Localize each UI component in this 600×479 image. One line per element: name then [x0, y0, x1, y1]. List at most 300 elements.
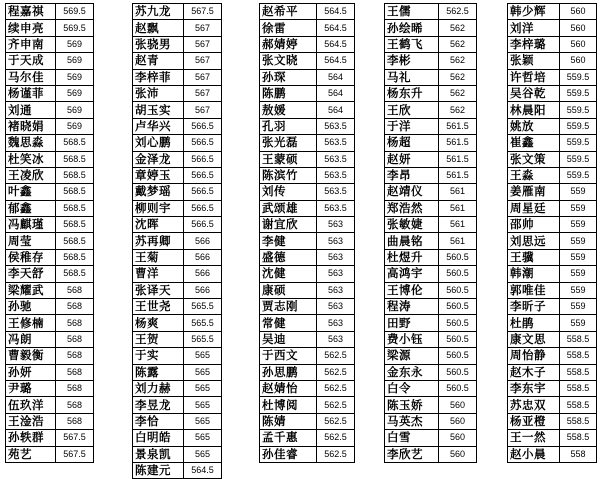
student-name: 陈露: [133, 364, 184, 380]
table-row: [385, 135, 477, 151]
student-score: 567: [184, 53, 222, 69]
student-score: 560: [560, 4, 597, 20]
student-name: 张颖: [508, 53, 560, 69]
table-row: [385, 217, 477, 233]
student-name: 李健: [260, 233, 317, 249]
student-name: 许哲培: [508, 69, 560, 85]
student-score: 559: [560, 233, 597, 249]
student-name: 苑艺: [6, 446, 56, 462]
student-score: 558.5: [560, 380, 597, 396]
student-name: 李梓璐: [508, 36, 560, 52]
table-row: [508, 299, 597, 315]
student-score: 564.5: [317, 36, 355, 52]
student-score: 568: [56, 413, 94, 429]
table-row: [508, 380, 597, 396]
student-score: 569: [56, 36, 94, 52]
table-row: [385, 299, 477, 315]
student-name: 田野: [385, 315, 439, 331]
student-score: 568.5: [56, 151, 94, 167]
score-column-4: [384, 3, 477, 463]
student-score: 565.5: [184, 315, 222, 331]
table-row: [385, 348, 477, 364]
student-name: 李天舒: [6, 266, 56, 282]
student-name: 魏思淼: [6, 135, 56, 151]
table-row: [6, 135, 94, 151]
student-name: 谢宜欣: [260, 217, 317, 233]
student-score: 565: [184, 397, 222, 413]
student-score: 566.5: [184, 217, 222, 233]
table-row: [508, 36, 597, 52]
table-row: [133, 413, 222, 429]
student-score: 567: [184, 36, 222, 52]
student-score: 569: [56, 69, 94, 85]
student-score: 560.5: [439, 249, 477, 265]
student-score: 561.5: [439, 135, 477, 151]
table-row: [385, 20, 477, 36]
table-row: [6, 299, 94, 315]
table-row: [6, 413, 94, 429]
table-row: [385, 102, 477, 118]
student-score: 562.5: [317, 364, 355, 380]
table-row: [6, 36, 94, 52]
student-name: 马尔佳: [6, 69, 56, 85]
student-name: 杜博阅: [260, 397, 317, 413]
student-name: 杜鹃: [508, 315, 560, 331]
student-score: 566.5: [184, 200, 222, 216]
student-name: 李彬: [385, 53, 439, 69]
student-score: 567.5: [56, 430, 94, 446]
student-score: 559.5: [560, 135, 597, 151]
student-score: 563: [317, 217, 355, 233]
table-row: [508, 233, 597, 249]
student-score: 563: [317, 249, 355, 265]
table-row: [508, 397, 597, 413]
student-name: 孙思鹏: [260, 364, 317, 380]
student-name: 苏再卿: [133, 233, 184, 249]
table-row: [508, 200, 597, 216]
table-row: [133, 348, 222, 364]
student-name: 王蒙硕: [260, 151, 317, 167]
student-name: 张敏婕: [385, 217, 439, 233]
student-name: 刘洋: [508, 20, 560, 36]
student-name: 郑浩然: [385, 200, 439, 216]
student-score: 568: [56, 397, 94, 413]
student-score: 562.5: [317, 380, 355, 396]
table-row: [6, 348, 94, 364]
student-score: 560.5: [439, 380, 477, 396]
student-name: 卢华兴: [133, 118, 184, 134]
table-row: [385, 446, 477, 462]
table-row: [508, 282, 597, 298]
student-score: 561: [439, 233, 477, 249]
table-row: [133, 20, 222, 36]
student-score: 568.5: [56, 135, 94, 151]
table-row: [6, 282, 94, 298]
student-name: 周怡静: [508, 348, 560, 364]
student-name: 郝婧婷: [260, 36, 317, 52]
table-row: [385, 315, 477, 331]
table-row: [260, 200, 355, 216]
student-name: 贾志刚: [260, 299, 317, 315]
student-name: 吴迪: [260, 331, 317, 347]
student-score: 562: [439, 102, 477, 118]
student-score: 560: [439, 446, 477, 462]
student-name: 高鸿宇: [385, 266, 439, 282]
student-name: 王一然: [508, 430, 560, 446]
table-row: [385, 397, 477, 413]
student-score: 562.5: [317, 348, 355, 364]
table-row: [385, 69, 477, 85]
student-score: 564: [317, 69, 355, 85]
student-name: 李梓菲: [133, 69, 184, 85]
table-row: [260, 233, 355, 249]
table-row: [133, 69, 222, 85]
table-row: [6, 364, 94, 380]
student-score: 563: [317, 282, 355, 298]
student-score: 560: [439, 430, 477, 446]
table-row: [6, 233, 94, 249]
table-row: [133, 184, 222, 200]
student-score: 566: [184, 249, 222, 265]
student-name: 曹毅衡: [6, 348, 56, 364]
student-score: 567.5: [184, 4, 222, 20]
student-score: 565: [184, 364, 222, 380]
table-row: [6, 249, 94, 265]
table-row: [385, 36, 477, 52]
student-name: 马礼: [385, 69, 439, 85]
table-row: [508, 135, 597, 151]
table-row: [6, 331, 94, 347]
student-name: 张沛: [133, 85, 184, 101]
table-row: [133, 380, 222, 396]
student-score: 560.5: [439, 348, 477, 364]
student-name: 姚放: [508, 118, 560, 134]
table-row: [385, 85, 477, 101]
student-score: 566.5: [184, 167, 222, 183]
student-score: 561: [439, 184, 477, 200]
student-name: 胡玉实: [133, 102, 184, 118]
student-score: 562.5: [317, 397, 355, 413]
student-name: 李昱龙: [133, 397, 184, 413]
table-row: [508, 315, 597, 331]
student-score: 566: [184, 233, 222, 249]
table-row: [260, 266, 355, 282]
student-name: 康硕: [260, 282, 317, 298]
student-name: 沈晖: [133, 217, 184, 233]
table-row: [508, 167, 597, 183]
student-name: 孙佳睿: [260, 446, 317, 462]
student-score: 568.5: [56, 217, 94, 233]
table-row: [260, 430, 355, 446]
student-name: 邵帅: [508, 217, 560, 233]
table-row: [6, 20, 94, 36]
table-row: [133, 266, 222, 282]
table-row: [385, 430, 477, 446]
table-row: [385, 266, 477, 282]
student-score: 560.5: [439, 299, 477, 315]
student-name: 李恰: [133, 413, 184, 429]
student-name: 王骥: [508, 249, 560, 265]
student-name: 李昂: [385, 167, 439, 183]
table-row: [133, 217, 222, 233]
student-name: 于天成: [6, 53, 56, 69]
table-row: [260, 249, 355, 265]
student-score: 562.5: [317, 413, 355, 429]
table-row: [508, 184, 597, 200]
student-name: 武颂雄: [260, 200, 317, 216]
student-score: 559: [560, 184, 597, 200]
table-row: [133, 167, 222, 183]
table-row: [260, 53, 355, 69]
table-row: [133, 315, 222, 331]
student-name: 冯麒瑾: [6, 217, 56, 233]
student-score: 568.5: [56, 184, 94, 200]
student-name: 吴谷乾: [508, 85, 560, 101]
student-score: 568: [56, 380, 94, 396]
student-score: 562: [439, 36, 477, 52]
student-score: 566.5: [184, 135, 222, 151]
student-score: 563.5: [317, 151, 355, 167]
table-row: [6, 266, 94, 282]
student-name: 杜笑冰: [6, 151, 56, 167]
student-name: 柳则宇: [133, 200, 184, 216]
student-score: 558.5: [560, 413, 597, 429]
student-name: 梁源: [385, 348, 439, 364]
table-row: [260, 217, 355, 233]
student-score: 560: [439, 397, 477, 413]
student-name: 褚晓娟: [6, 118, 56, 134]
table-row: [6, 200, 94, 216]
table-row: [508, 413, 597, 429]
student-score: 569: [56, 118, 94, 134]
student-score: 568: [56, 331, 94, 347]
student-score: 562: [439, 85, 477, 101]
student-score: 559: [560, 282, 597, 298]
table-row: [6, 184, 94, 200]
table-row: [260, 135, 355, 151]
table-row: [508, 249, 597, 265]
student-name: 王淦浩: [6, 413, 56, 429]
table-row: [508, 102, 597, 118]
student-name: 刘传: [260, 184, 317, 200]
student-score: 562: [439, 20, 477, 36]
table-row: [260, 315, 355, 331]
table-row: [508, 364, 597, 380]
student-name: 叶鑫: [6, 184, 56, 200]
student-name: 王世尧: [133, 299, 184, 315]
student-score: 559.5: [560, 69, 597, 85]
student-score: 568.5: [56, 200, 94, 216]
table-row: [6, 53, 94, 69]
table-row: [133, 151, 222, 167]
student-score: 565.5: [184, 331, 222, 347]
table-row: [133, 36, 222, 52]
table-row: [6, 430, 94, 446]
table-row: [260, 20, 355, 36]
table-row: [508, 430, 597, 446]
student-name: 李欣艺: [385, 446, 439, 462]
student-score: 560: [560, 36, 597, 52]
student-name: 张文晓: [260, 53, 317, 69]
table-row: [385, 4, 477, 20]
student-score: 568: [56, 364, 94, 380]
table-row: [133, 331, 222, 347]
student-name: 于洋: [385, 118, 439, 134]
table-row: [260, 184, 355, 200]
student-score: 558.5: [560, 397, 597, 413]
student-score: 563: [317, 331, 355, 347]
table-row: [6, 85, 94, 101]
student-name: 孙琛: [260, 69, 317, 85]
student-name: 白雪: [385, 430, 439, 446]
table-row: [508, 69, 597, 85]
student-name: 杨东升: [385, 85, 439, 101]
table-row: [260, 69, 355, 85]
table-row: [6, 397, 94, 413]
student-name: 赵靖仪: [385, 184, 439, 200]
student-name: 王修楠: [6, 315, 56, 331]
student-score: 559: [560, 315, 597, 331]
student-name: 梁耀武: [6, 282, 56, 298]
table-row: [133, 4, 222, 20]
table-row: [385, 249, 477, 265]
score-column-1: [5, 3, 94, 463]
table-row: [260, 348, 355, 364]
table-row: [6, 167, 94, 183]
student-score: 568: [56, 282, 94, 298]
student-score: 560.5: [439, 315, 477, 331]
student-score: 567: [184, 102, 222, 118]
student-score: 560.5: [439, 266, 477, 282]
student-score: 566.5: [184, 151, 222, 167]
table-row: [260, 151, 355, 167]
student-name: 王淼: [508, 167, 560, 183]
student-score: 565: [184, 380, 222, 396]
table-row: [508, 4, 597, 20]
table-row: [260, 85, 355, 101]
student-score: 562: [439, 69, 477, 85]
student-name: 侯稚存: [6, 249, 56, 265]
table-row: [508, 331, 597, 347]
table-row: [508, 85, 597, 101]
table-row: [508, 348, 597, 364]
table-row: [260, 446, 355, 462]
table-row: [260, 167, 355, 183]
student-score: 561: [439, 200, 477, 216]
student-score: 567: [184, 85, 222, 101]
student-score: 561: [439, 217, 477, 233]
table-row: [6, 446, 94, 462]
student-name: 程涛: [385, 299, 439, 315]
score-column-5: [507, 3, 597, 463]
student-score: 562.5: [317, 430, 355, 446]
student-score: 560: [560, 53, 597, 69]
student-name: 曹洋: [133, 266, 184, 282]
table-row: [6, 69, 94, 85]
student-name: 郁鑫: [6, 200, 56, 216]
student-name: 常健: [260, 315, 317, 331]
student-score: 558.5: [560, 348, 597, 364]
student-name: 刘心鹏: [133, 135, 184, 151]
student-score: 559.5: [560, 167, 597, 183]
student-name: 刘通: [6, 102, 56, 118]
table-row: [6, 102, 94, 118]
student-score: 559: [560, 217, 597, 233]
student-score: 559.5: [560, 102, 597, 118]
student-score: 564: [317, 102, 355, 118]
student-score: 558.5: [560, 331, 597, 347]
score-column-3: [259, 3, 355, 463]
student-name: 金东永: [385, 364, 439, 380]
score-column-2: [132, 3, 222, 479]
table-row: [385, 282, 477, 298]
student-name: 于实: [133, 348, 184, 364]
table-row: [6, 217, 94, 233]
table-row: [260, 102, 355, 118]
table-row: [260, 397, 355, 413]
student-score: 569: [56, 85, 94, 101]
table-row: [385, 167, 477, 183]
student-name: 尹璐: [6, 380, 56, 396]
student-name: 赵青: [133, 53, 184, 69]
student-score: 568.5: [56, 249, 94, 265]
table-row: [6, 315, 94, 331]
student-name: 刘力赫: [133, 380, 184, 396]
table-row: [260, 118, 355, 134]
table-row: [508, 217, 597, 233]
student-score: 565: [184, 348, 222, 364]
student-name: 赵飘: [133, 20, 184, 36]
student-name: 苏忠双: [508, 397, 560, 413]
student-score: 564.5: [317, 20, 355, 36]
student-score: 562.5: [317, 446, 355, 462]
student-name: 王儒: [385, 4, 439, 20]
student-score: 563.5: [317, 118, 355, 134]
student-name: 景泉凯: [133, 446, 184, 462]
student-name: 赵木子: [508, 364, 560, 380]
table-row: [508, 53, 597, 69]
student-score: 569.5: [56, 20, 94, 36]
student-score: 559.5: [560, 118, 597, 134]
student-name: 张骁男: [133, 36, 184, 52]
student-name: 杨亚橙: [508, 413, 560, 429]
student-score: 559: [560, 200, 597, 216]
table-row: [385, 233, 477, 249]
table-row: [385, 200, 477, 216]
student-score: 559: [560, 266, 597, 282]
student-score: 565: [184, 413, 222, 429]
student-name: 续申亮: [6, 20, 56, 36]
student-name: 敖媛: [260, 102, 317, 118]
table-row: [6, 380, 94, 396]
table-row: [385, 413, 477, 429]
student-name: 陈玉娇: [385, 397, 439, 413]
student-score: 564.5: [317, 4, 355, 20]
student-score: 563: [317, 299, 355, 315]
student-score: 565: [184, 430, 222, 446]
student-score: 560: [439, 413, 477, 429]
student-score: 563.5: [317, 200, 355, 216]
student-name: 姜雁南: [508, 184, 560, 200]
student-name: 郭唯佳: [508, 282, 560, 298]
student-name: 王鹤飞: [385, 36, 439, 52]
student-score: 562.5: [439, 4, 477, 20]
student-name: 杨超: [385, 135, 439, 151]
student-score: 568: [56, 315, 94, 331]
student-name: 白令: [385, 380, 439, 396]
table-row: [508, 151, 597, 167]
student-score: 565.5: [184, 299, 222, 315]
